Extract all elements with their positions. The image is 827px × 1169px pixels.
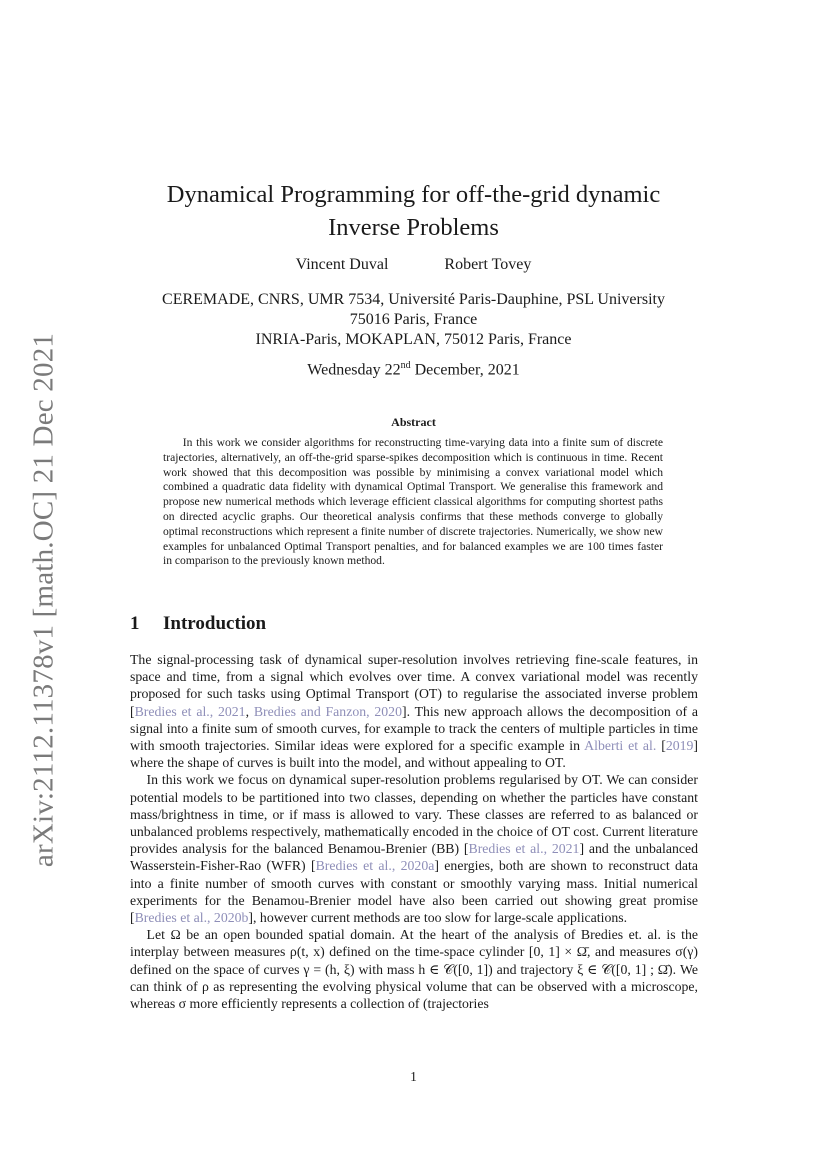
paragraph [130, 651, 698, 771]
text-run: The signal-processing task of dynamical super-resolution involves retrieving fine-scale features, in space and time, from a signal which evolves over time. A convex variational model was recently proposed for such tasks using Optimal Transport (OT) to regularise the associated inverse problem [ [130, 652, 698, 719]
text-run: , [245, 703, 254, 719]
affiliations [100, 290, 727, 350]
author-name: Vincent Duval [295, 256, 389, 273]
arxiv-identifier-stamp: arXiv:2112.11378v1 [math.OC] 21 Dec 2021 [27, 332, 60, 868]
text-run: ], however current methods are too slow for large-scale applications. [248, 910, 628, 926]
text-run: In this work we focus on dynamical super-resolution problems regularised by OT. We can consider potential models to be partitioned into two classes, depending on whether the particles have constant mass/brightness in time, or if mass is allowed to vary. These classes are referred to as balanced or unbalanced problems respectively, mathematically encoded in the choice of OT cost. Current literature provides analysis for the balanced Benamou-Brenier (BB) [ [130, 772, 698, 857]
abstract-heading: Abstract [391, 415, 436, 429]
author-name: Robert Tovey [444, 256, 532, 273]
text-run: ]. This new approach allows the decomposition of a signal into a finite sum of smooth curves, for example to track the centers of multiple particles in time with smooth trajectories. Similar ideas were explored for a specific example in [130, 703, 699, 754]
citation-link[interactable]: Bredies and Fanzon, 2020 [253, 703, 402, 719]
text-run: ] energies, both are shown to reconstruct data into a finite number of smooth curves with constant or smoothly varying mass. Initial numerical experiments for the Benamou-Brenier model have also been carried out showing great promise [ [130, 858, 699, 926]
paper-title: Dynamical Programming for off-the-grid dynamic Inverse Problems [166, 181, 661, 241]
date-suffix: December, 2021 [410, 361, 520, 379]
citation-link[interactable]: Bredies et al., 2021 [134, 703, 246, 719]
page-number: 1 [410, 1069, 417, 1084]
affiliation-line: CEREMADE, CNRS, UMR 7534, Université Paris-Dauphine, PSL University [162, 291, 665, 308]
section-number: 1 [130, 613, 140, 634]
citation-link[interactable]: Alberti et al. [584, 738, 657, 754]
abstract-text: In this work we consider algorithms for reconstructing time-varying data into a finite sum of discrete trajectories, alternatively, an off-the-grid sparse-spikes decomposition which is continuous in time. Recent work showed that this decomposition was possible by minimising a convex variational model which combined a quadratic data fidelity with dynamical Optimal Transport. We generalise this framework and propose new numerical methods which leverage efficient classical algorithms for computing shortest paths on directed acyclic graphs. Our theoretical analysis confirms that these methods converge to globally optimal reconstructions which represent a finite number of discrete trajectories. Numerically, we show new examples for unbalanced Optimal Transport penalties, and for balanced examples we are 100 times faster in comparison to the previously known method. [163, 436, 663, 568]
affiliation-line: INRIA-Paris, MOKAPLAN, 75012 Paris, France [255, 331, 572, 348]
text-run: ] and the unbalanced Wasserstein-Fisher-Rao (WFR) [ [130, 841, 698, 874]
date-prefix: Wednesday 22 [307, 361, 401, 379]
date-ordinal-suffix: nd [400, 360, 411, 371]
citation-link[interactable]: Bredies et al., 2020b [134, 910, 249, 926]
text-run: ] where the shape of curves is built into the model, and without appealing to OT. [130, 738, 699, 771]
section-heading [130, 613, 266, 635]
publication-date [128, 360, 699, 379]
body-text [130, 651, 698, 1012]
paragraph: Let Ω be an open bounded spatial domain. At the heart of the analysis of Bredies et. al. is the interplay between measures ρ(t, x) defined on the time-space cylinder [0, 1] × Ω̄, and measures σ(γ) defined on the space of curves γ = (h, ξ) with mass h ∈ 𝒞([0, 1]) and trajectory ξ ∈ 𝒞([0, 1] ; Ω̄). We can think of ρ as representing the evolving physical volume that can be observed with a microscope, whereas σ more efficiently represents a collection of (trajectories [130, 927, 698, 1012]
citation-link[interactable]: Bredies et al., 2021 [468, 841, 580, 857]
affiliation-line: 75016 Paris, France [349, 311, 478, 328]
text-run: [ [656, 738, 666, 754]
citation-link[interactable]: Bredies et al., 2020a [315, 858, 435, 874]
citation-link[interactable]: 2019 [665, 738, 694, 754]
paragraph [130, 771, 698, 926]
section-title: Introduction [163, 613, 267, 634]
author-list [128, 256, 699, 274]
